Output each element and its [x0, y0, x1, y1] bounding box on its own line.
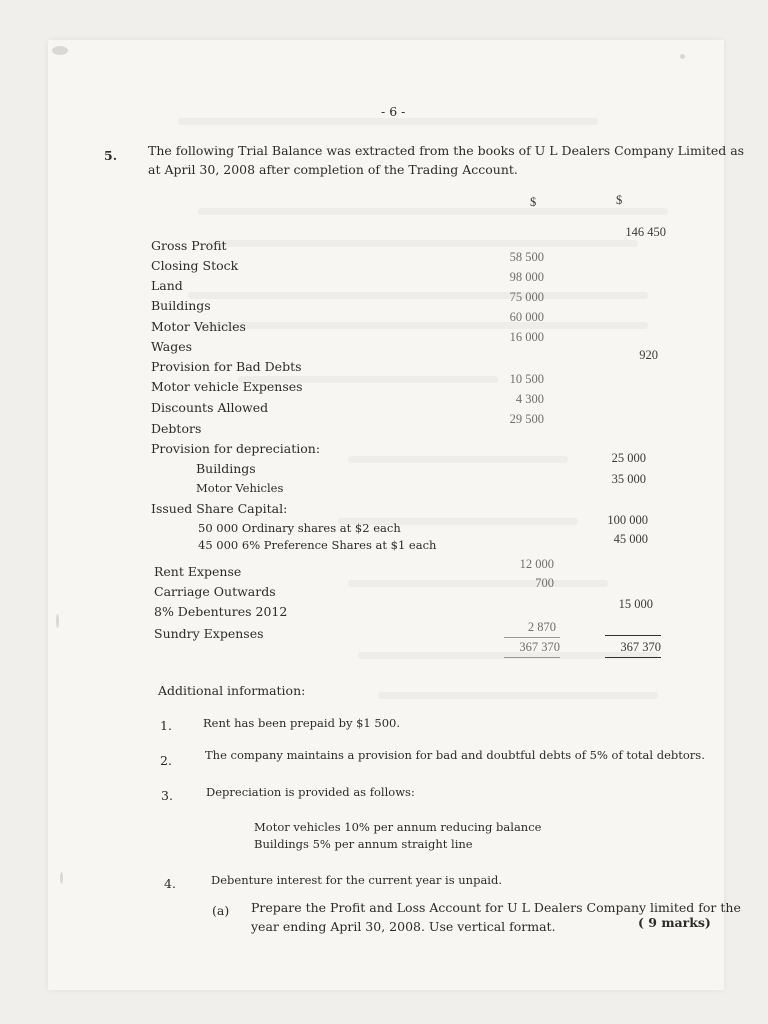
tb-debit: 12 000 [519, 557, 554, 571]
tb-debit: 29 500 [509, 412, 544, 426]
tb-credit: 15 000 [618, 597, 653, 611]
debit-double-rule [504, 657, 560, 658]
tb-section-label: Issued Share Capital: [151, 501, 288, 516]
question-number: 5. [104, 148, 118, 163]
bleed-through-mark [198, 208, 668, 215]
tb-debit: 16 000 [509, 330, 544, 344]
tb-debit: 75 000 [509, 290, 544, 304]
bleed-through-mark [208, 240, 638, 247]
bleed-through-mark [348, 580, 608, 587]
exam-page [48, 40, 745, 990]
tb-label: Motor Vehicles [151, 319, 246, 334]
task-label: (a) [212, 903, 230, 918]
tb-debit: 98 000 [509, 270, 544, 284]
info-item-text: Depreciation is provided as follows: [206, 785, 415, 799]
tb-credit: 45 000 [613, 532, 648, 546]
tb-debit: 4 300 [515, 392, 544, 406]
tb-label: Carriage Outwards [154, 584, 276, 599]
credit-double-rule [605, 657, 661, 658]
additional-info-heading: Additional information: [158, 683, 306, 698]
tb-label: 45 000 6% Preference Shares at $1 each [198, 538, 437, 552]
tb-credit: 146 450 [625, 225, 666, 239]
scan-smudge [680, 54, 685, 59]
tb-label: Buildings [196, 461, 256, 476]
depreciation-line: Motor vehicles 10% per annum reducing balance [254, 820, 542, 834]
question-intro-line1: The following Trial Balance was extracted from the books of U L Dealers Company Limited as [148, 143, 745, 158]
tb-debit: 10 500 [509, 372, 544, 386]
bleed-through-mark [188, 292, 648, 299]
info-item-number: 2. [160, 753, 172, 768]
scan-smudge [60, 872, 63, 884]
tb-credit: 25 000 [611, 451, 646, 465]
bleed-through-mark [378, 692, 658, 699]
credit-currency-header: $ [616, 193, 623, 207]
tb-credit: 920 [639, 348, 658, 362]
tb-label: 50 000 Ordinary shares at $2 each [198, 521, 401, 535]
tb-label: Provision for Bad Debts [151, 359, 302, 374]
debit-total-rule [504, 637, 560, 638]
tb-total-credit: 367 370 [620, 640, 661, 654]
tb-debit: 58 500 [509, 250, 544, 264]
tb-label: Discounts Allowed [151, 400, 269, 415]
info-item-number: 1. [160, 718, 172, 733]
question-intro-line2: at April 30, 2008 after completion of the Trading Account. [148, 162, 518, 177]
bleed-through-mark [348, 456, 568, 463]
bleed-through-mark [178, 118, 598, 125]
depreciation-line: Buildings 5% per annum straight line [254, 837, 473, 851]
tb-label: Debtors [151, 421, 202, 436]
info-item-number: 4. [164, 876, 176, 891]
task-marks: ( 9 marks) [638, 915, 711, 930]
tb-credit: 35 000 [611, 472, 646, 486]
tb-debit: 2 870 [527, 620, 556, 634]
info-item-text: Debenture interest for the current year is unpaid. [211, 873, 503, 887]
tb-debit: 60 000 [509, 310, 544, 324]
tb-label: Closing Stock [151, 258, 239, 273]
info-item-text: The company maintains a provision for bad and doubtful debts of 5% of total debtors. [205, 748, 705, 762]
tb-credit: 100 000 [607, 513, 648, 527]
tb-section-label: Provision for depreciation: [151, 441, 321, 456]
tb-total-debit: 367 370 [519, 640, 560, 654]
page-number: - 6 - [381, 104, 406, 119]
tb-debit: 700 [535, 576, 554, 590]
task-line2: year ending April 30, 2008. Use vertical format. [251, 919, 556, 934]
bleed-through-mark [198, 322, 648, 329]
info-item-text: Rent has been prepaid by $1 500. [203, 716, 400, 730]
scan-smudge [52, 46, 68, 55]
tb-label: Motor vehicle Expenses [151, 379, 303, 394]
tb-label: Gross Profit [151, 238, 227, 253]
credit-total-rule [605, 635, 661, 636]
scan-smudge [56, 614, 59, 628]
tb-label: 8% Debentures 2012 [154, 604, 288, 619]
tb-label: Land [151, 278, 183, 293]
tb-label: Motor Vehicles [196, 481, 284, 495]
tb-label: Wages [151, 339, 193, 354]
tb-label: Buildings [151, 298, 211, 313]
tb-label: Rent Expense [154, 564, 242, 579]
task-line1: Prepare the Profit and Loss Account for U L Dealers Company limited for the [251, 900, 741, 915]
info-item-number: 3. [161, 788, 173, 803]
tb-label: Sundry Expenses [154, 626, 264, 641]
debit-currency-header: $ [530, 195, 537, 209]
